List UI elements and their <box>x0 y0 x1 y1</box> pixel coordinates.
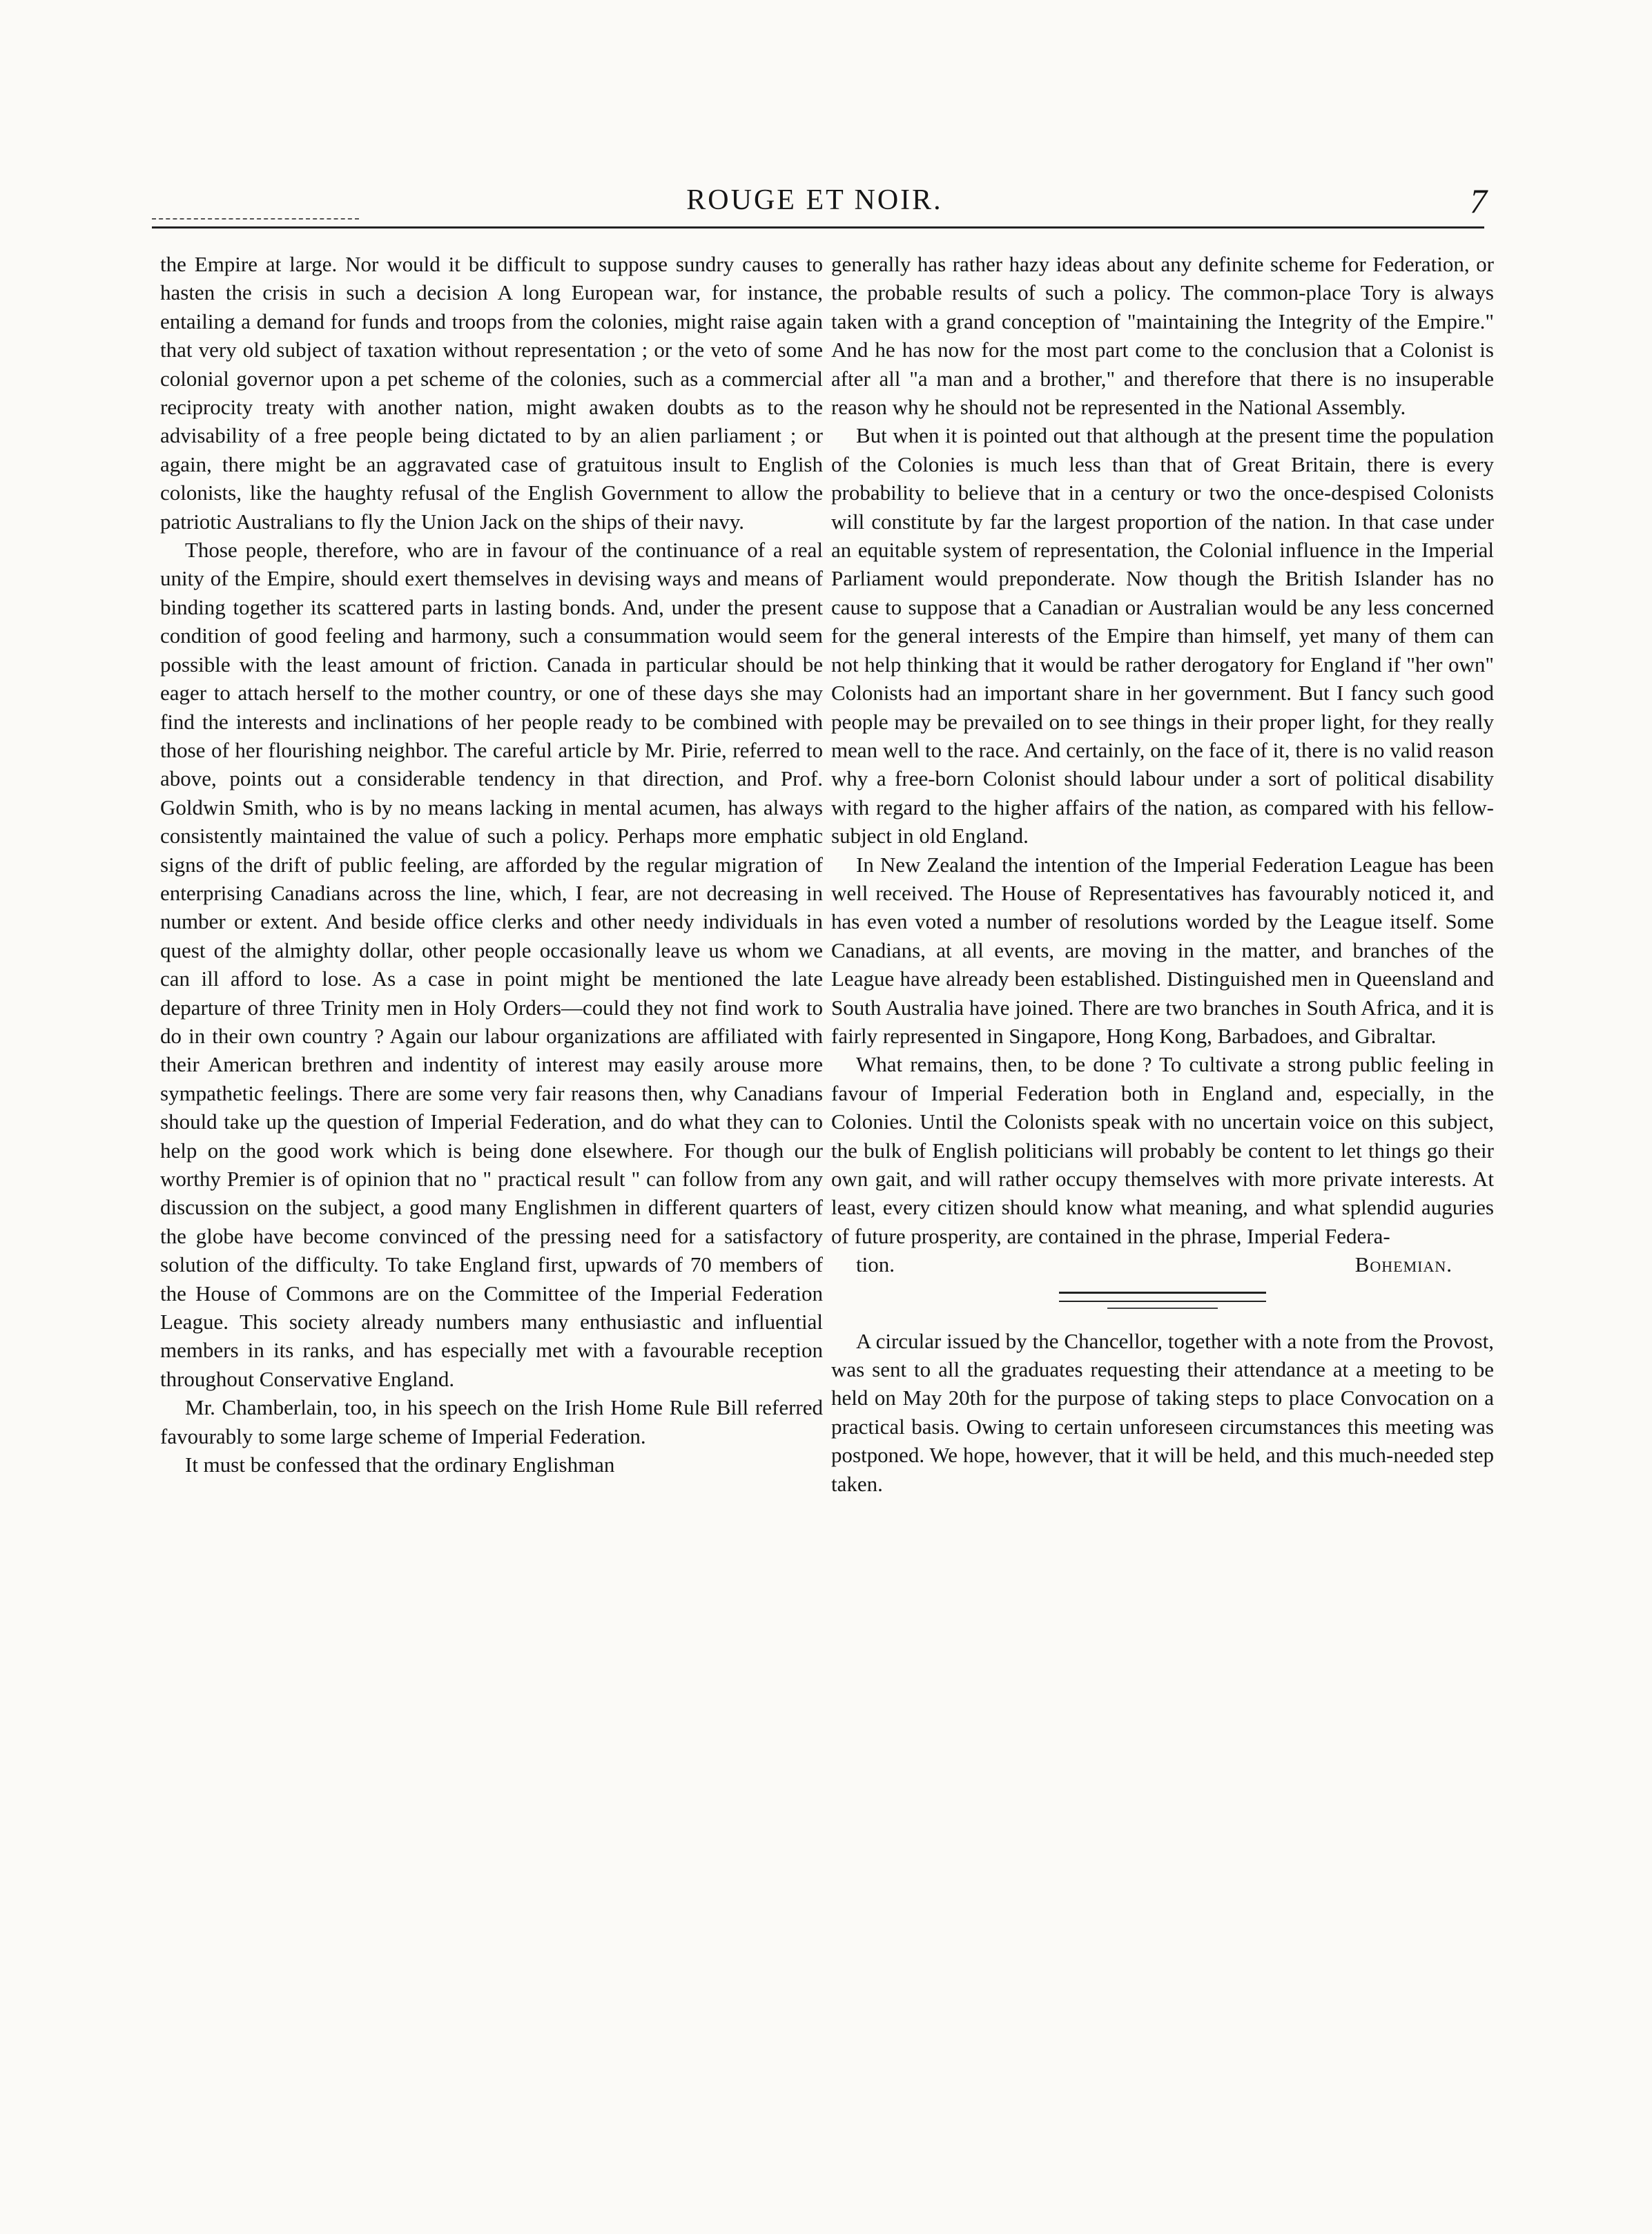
notice-paragraph: A circular issued by the Chancellor, together with a note from the Provost, was sent to all the graduates requesting their attendance at a meeting to be held on May 20th for the purpose of taking steps to place Convocation on a practical basis. Owing to certain unforeseen circumstances this meeting was postponed. We hope, however, that it will be held, and this much-needed step taken. <box>831 1328 1494 1496</box>
closing-fragment: tion. <box>856 1252 895 1277</box>
article-paragraph: But when it is pointed out that although at the present time the population of the Colonies is much less than that of Great Britain, there is every probability to believe that in a century or two the once-despised Colonists will constitute by far the largest proportion of the nation. In that case under an equitable system of representation, the Colonial influence in the Imperial Parliament would preponderate. Now though the British Islander has no cause to suppose that a Canadian or Australian would be any less concerned for the general interests of the Empire than himself, yet many of them can not help thinking that it would be rather derogatory for England if "her own" Colonists had an important share in her government. But I fancy such good people may be prevailed on to see things in their proper light, for they really mean well to the race. And certainly, on the face of it, there is no valid reason why a free-born Colonist should labour under a sort of political disability with regard to the higher affairs of the nation, as compared with his fellow-subject in old England. <box>831 423 1494 848</box>
section-separator <box>1059 1292 1266 1302</box>
author-signature: Bohemian. <box>1354 1252 1452 1277</box>
article-paragraph: Those people, therefore, who are in favour of the continuance of a real unity of the Empire, should exert themselves in devising ways and means of binding together its scattered parts in lasting bonds. And, under the present condition of good feeling and harmony, such a consummation would seem possible with the least amount of friction. Canada in particular should be eager to attach herself to the mother country, or one of these days she may find the interests and inclinations of her people ready to be combined with those of her flourishing neighbor. The careful article by Mr. Pirie, referred to above, points out a considerable tendency in that direction, and Prof. Goldwin Smith, who is by no means lacking in mental acumen, has always consistently maintained the value of such a policy. Perhaps more emphatic signs of the drift of public feeling, are afforded by the regular migration of enterprising Canadians across the line, which, I fear, are not decreasing in number or extent. And beside office clerks and other needy individuals in quest of the almighty dollar, other people occasionally leave us whom we can ill afford to lose. As a case in point might be mentioned the late departure of three Trinity men in Holy Orders—could they not find work to do in their own country ? Again our labour organizations are affiliated with their American brethren and indentity of interest may easily arouse more sympathetic feelings. There are some very fair reasons then, why Canadians should take up the question of Imperial Federation, and do what they can to help on the good work which is being done elsewhere. For though our worthy Premier is of opinion that no " practical result " can follow from any discussion on the subject, a good many Englishmen in different quarters of the globe have become convinced of the pressing need for a satisfactory solution of the difficulty. To take England first, upwards of 70 members of the House of Commons are on the Committee of the Imperial Federation League. This society already numbers many enthusiastic and influential members in its ranks, and has especially met with a favourable reception throughout Conservative England. <box>160 538 823 1391</box>
left-column <box>160 250 823 1479</box>
article-paragraph: In New Zealand the intention of the Imperial Federation League has been well received. The House of Representatives has favourably noticed it, and has even voted a number of resolutions worded by the League itself. Some Canadians, at all events, are moving in the matter, and branches of the League have already been established. Distinguished men in Queensland and South Australia have joined. There are two branches in South Africa, and it is fairly represented in Singapore, Hong Kong, Barbadoes, and Gibraltar. <box>831 852 1494 1048</box>
header-dashes <box>152 218 359 220</box>
page-header <box>138 181 1491 222</box>
article-paragraph: generally has rather hazy ideas about any definite scheme for Federation, or the probable results of such a policy. The common-place Tory is always taken with a grand conception of "maintaining the Integrity of the Empire." And he has now for the most part come to the conclusion that a Colonist is after all "a man and a brother," and therefore that there is no insuperable reason why he should not be represented in the National Assembly. <box>831 252 1494 420</box>
signature-line <box>831 1250 1494 1279</box>
article-paragraph: the Empire at large. Nor would it be difficult to suppose sundry causes to hasten the crisis in such a decision A long European war, for instance, entailing a demand for funds and troops from the colonies, might raise again that very old subject of taxation without representation ; or the veto of some colonial governor upon a pet scheme of the colonies, such as a commercial reciprocity treaty with another nation, might awaken doubts as to the advisability of a free people being dictated to by an alien parliament ; or again, there might be an aggravated case of gratuitous insult to English colonists, like the haughty refusal of the English Government to allow the patriotic Australians to fly the Union Jack on the ships of their navy. <box>160 252 823 534</box>
page-number: 7 <box>1470 182 1487 220</box>
article-paragraph: Mr. Chamberlain, too, in his speech on the Irish Home Rule Bill referred favourably to some large scheme of Imperial Federation. <box>160 1395 823 1448</box>
header-rule <box>152 226 1484 229</box>
right-column <box>831 250 1494 1498</box>
running-title: ROUGE ET NOIR. <box>686 184 943 216</box>
article-paragraph: It must be confessed that the ordinary Englishman <box>185 1453 615 1477</box>
article-paragraph: What remains, then, to be done ? To cultivate a strong public feeling in favour of Imperial Federation both in England and, especially, in the Colonies. Until the Colonists speak with no uncertain voice on this subject, the bulk of English politicians will probably be content to let things go their own gait, and will rather occupy themselves with more private interests. At least, every citizen should know what meaning, and what splendid auguries of future prosperity, are contained in the phrase, Imperial Federa- <box>831 1052 1494 1248</box>
section-separator-short <box>1107 1308 1218 1309</box>
